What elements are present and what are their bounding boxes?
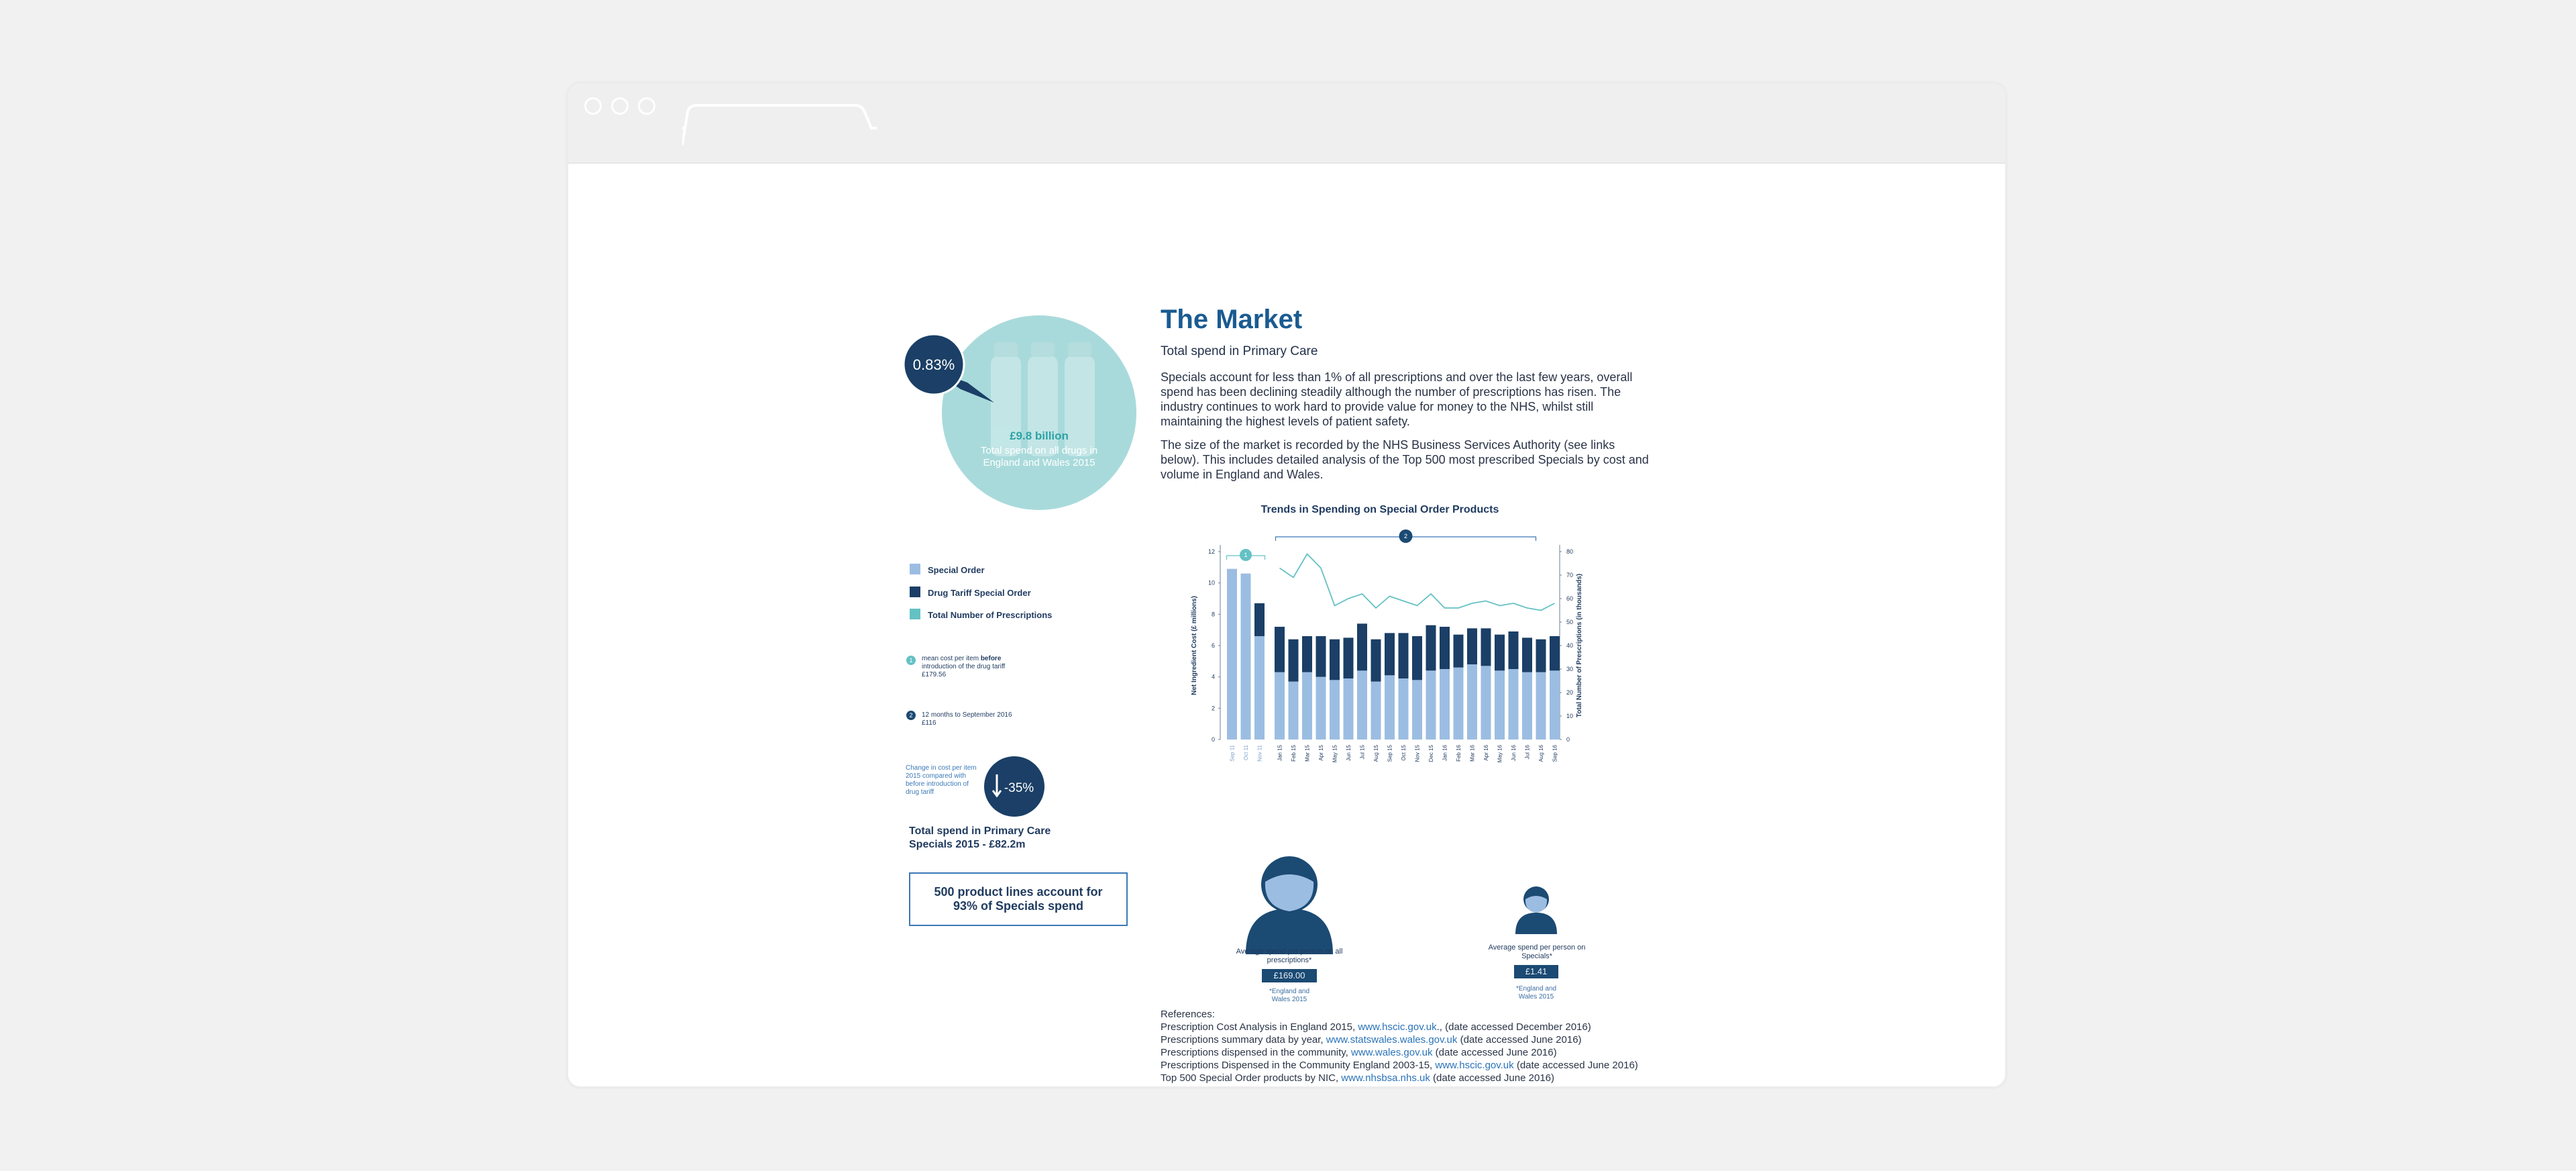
bar-drug-tariff	[1495, 635, 1505, 671]
y2-axis-label: Total Number of Prescriptions (in thousands)	[1576, 573, 1583, 718]
y2-tick-label: 20	[1566, 689, 1574, 696]
x-tick-label: Oct 15	[1401, 745, 1407, 761]
bar-drug-tariff	[1412, 636, 1422, 680]
x-tick-label: Nov 11	[1256, 745, 1263, 762]
browser-window	[566, 81, 2008, 1089]
bar-special-order	[1536, 672, 1546, 740]
window-control-maximize-icon[interactable]	[638, 97, 655, 115]
right-person-note: *England and Wales 2015	[1515, 985, 1557, 1001]
note2-value: £116	[922, 719, 936, 727]
legend-swatch	[910, 609, 920, 619]
x-tick-label: Jan 15	[1277, 745, 1283, 762]
bar-drug-tariff	[1275, 627, 1285, 672]
y2-tick-label: 50	[1566, 619, 1574, 625]
reference-line: Prescriptions dispensed in the community, www.wales.gov.uk (date accessed June 2016)	[1161, 1047, 1557, 1058]
bar-special-order	[1440, 669, 1450, 740]
x-tick-label: May 16	[1497, 745, 1503, 763]
bar-special-order	[1385, 675, 1395, 740]
y-tick-label: 2	[1211, 705, 1215, 712]
bar-special-order	[1241, 574, 1251, 740]
bar-special-order	[1344, 678, 1354, 740]
drugs-bubble-infographic	[900, 315, 1142, 517]
bar-special-order	[1275, 672, 1285, 740]
x-tick-label: May 15	[1332, 745, 1338, 763]
bar-special-order	[1412, 680, 1422, 740]
right-person-caption: Average spend per person on Specials*	[1488, 944, 1586, 960]
page-subtitle: Total spend in Primary Care	[1161, 344, 1318, 358]
x-tick-label: Jul 16	[1524, 745, 1531, 760]
bar-drug-tariff	[1357, 623, 1367, 670]
bar-drug-tariff	[1371, 640, 1381, 682]
bar-special-order	[1495, 670, 1505, 740]
y2-tick-label: 30	[1566, 666, 1574, 672]
reference-line: Top 500 Special Order products by NIC, www.nhsbsa.nhs.uk (date accessed June 2016)	[1161, 1072, 1554, 1084]
x-tick-label: Jul 15	[1359, 745, 1366, 760]
bar-drug-tariff	[1536, 640, 1546, 672]
x-tick-label: Jun 15	[1346, 745, 1352, 762]
note2-text: 12 months to September 2016 £116	[922, 711, 1012, 727]
bar-special-order	[1550, 670, 1560, 740]
intro-paragraph: Specials account for less than 1% of all prescriptions and over the last few years, overall spend has been declining steadily although the number of prescriptions has risen. The industry continues to work hard to provide value for money to the NHS, whilst still maintaining the highest levels of patient safety.	[1161, 370, 1633, 428]
bar-special-order	[1302, 672, 1312, 740]
x-tick-label: Dec 15	[1428, 745, 1434, 762]
page-title: The Market	[1161, 305, 1303, 334]
change-bubble	[982, 754, 1046, 819]
y2-tick-label: 60	[1566, 595, 1574, 602]
x-tick-label: Apr 15	[1318, 745, 1324, 761]
y2-tick-label: 70	[1566, 572, 1574, 578]
page-content	[568, 162, 2005, 1089]
bar-special-order	[1330, 680, 1340, 740]
bar-special-order	[1509, 669, 1519, 740]
bar-special-order	[1467, 664, 1477, 740]
references-heading: References:	[1161, 1009, 1215, 1020]
y2-tick-label: 0	[1566, 736, 1570, 743]
bar-drug-tariff	[1302, 636, 1312, 672]
x-tick-label: Sep 11	[1229, 745, 1236, 762]
x-tick-label: Feb 16	[1456, 745, 1462, 762]
x-tick-label: Jan 16	[1442, 745, 1448, 762]
total-drugs-value: £9.8 billion	[1010, 429, 1069, 442]
bar-drug-tariff	[1440, 627, 1450, 669]
reference-link[interactable]: www.statswales.wales.gov.uk	[1326, 1034, 1458, 1046]
bar-drug-tariff	[1454, 635, 1464, 668]
bar-special-order	[1426, 670, 1436, 740]
bar-special-order	[1399, 678, 1409, 740]
chart-title: Trends in Spending on Special Order Products	[1260, 504, 1499, 515]
bar-special-order	[1371, 682, 1381, 740]
note2-marker-icon	[906, 710, 916, 721]
window-control-close-icon[interactable]	[584, 97, 602, 115]
marker-2-label: 2	[1403, 533, 1408, 540]
person-small-icon	[1514, 886, 1558, 934]
x-tick-label: Apr 16	[1483, 745, 1489, 761]
bar-drug-tariff	[1550, 636, 1560, 670]
prescriptions-line	[1280, 554, 1555, 611]
x-tick-label: Sep 15	[1387, 745, 1393, 762]
reference-link[interactable]: www.hscic.gov.uk	[1435, 1060, 1514, 1071]
person-large-icon	[1242, 854, 1336, 954]
bar-special-order	[1522, 672, 1532, 740]
bar-special-order	[1254, 636, 1265, 740]
y2-tick-label: 10	[1566, 713, 1574, 719]
svg-text:-35%: -35%	[1004, 781, 1034, 795]
marker-1-label: 1	[1244, 552, 1248, 558]
y2-tick-label: 80	[1566, 548, 1574, 555]
x-tick-label: Mar 15	[1304, 745, 1311, 762]
y-tick-label: 10	[1208, 579, 1215, 587]
legend-label: Drug Tariff Special Order	[928, 588, 1031, 598]
bar-drug-tariff	[1467, 628, 1477, 664]
y-tick-label: 6	[1211, 642, 1215, 649]
left-person-caption: Average spend per person on all prescriptions*	[1236, 948, 1343, 964]
product-lines-box: 500 product lines account for 93% of Specials spend	[909, 872, 1128, 926]
bar-special-order	[1481, 666, 1491, 740]
y-tick-label: 4	[1211, 673, 1215, 680]
bar-drug-tariff	[1289, 640, 1299, 682]
x-tick-label: Aug 15	[1373, 745, 1379, 762]
percent-text: 0.83%	[912, 356, 955, 373]
bar-special-order	[1357, 670, 1367, 740]
browser-chrome	[568, 84, 2005, 164]
bar-drug-tariff	[1481, 628, 1491, 666]
x-tick-label: Oct 11	[1243, 745, 1249, 760]
x-tick-label: Mar 16	[1469, 745, 1476, 762]
bar-special-order	[1227, 569, 1237, 740]
reference-link[interactable]: www.nhsbsa.nhs.uk	[1341, 1072, 1430, 1084]
window-control-minimize-icon[interactable]	[611, 97, 629, 115]
bar-drug-tariff	[1316, 636, 1326, 677]
legend-swatch	[910, 587, 920, 597]
x-tick-label: Feb 15	[1291, 745, 1297, 762]
y2-tick-label: 40	[1566, 642, 1574, 649]
right-person-value: £1.41	[1514, 965, 1558, 978]
bar-drug-tariff	[1385, 633, 1395, 675]
bar-drug-tariff	[1254, 603, 1265, 636]
bar-drug-tariff	[1330, 640, 1340, 680]
primary-care-title: Total spend in Primary Care Specials 2015 - £82.2m	[909, 825, 1051, 850]
spending-trends-chart	[1172, 498, 1588, 827]
bar-drug-tariff	[1344, 638, 1354, 678]
market-paragraph: The size of the market is recorded by the NHS Business Services Authority (see links below). This includes detailed analysis of the Top 500 most prescribed Specials by cost and volume in England and Wales.	[1161, 438, 1649, 481]
bar-drug-tariff	[1399, 633, 1409, 678]
change-caption: Change in cost per item 2015 compared with before introduction of drug tariff	[906, 764, 977, 796]
references	[1161, 1008, 1638, 1084]
reference-line: Prescriptions summary data by year, www.statswales.wales.gov.uk (date accessed June 2016)	[1161, 1034, 1582, 1046]
note1-value: £179.56	[922, 671, 947, 678]
x-tick-label: Nov 15	[1414, 745, 1421, 762]
y-tick-label: 12	[1208, 548, 1215, 555]
svg-text:2: 2	[909, 712, 913, 719]
browser-tab[interactable]	[682, 99, 877, 146]
note1-text: mean cost per item before introduction of the drug tariff £179.56	[922, 655, 1006, 678]
bar-special-order	[1289, 682, 1299, 740]
svg-text:1: 1	[909, 657, 913, 664]
bar-drug-tariff	[1426, 625, 1436, 671]
reference-line: Prescriptions Dispensed in the Community England 2003-15, www.hscic.gov.uk (date accessed June 2016)	[1161, 1060, 1638, 1071]
legend-label: Total Number of Prescriptions	[928, 610, 1053, 620]
y-tick-label: 8	[1211, 611, 1215, 618]
total-drugs-caption-line1: Total spend on all drugs in	[980, 445, 1098, 456]
left-person-note: *England and Wales 2015	[1269, 988, 1310, 1003]
total-drugs-caption-line2: England and Wales 2015	[983, 457, 1095, 468]
legend-label: Special Order	[928, 565, 985, 575]
x-tick-label: Aug 16	[1538, 745, 1544, 762]
note1-marker-icon	[906, 655, 916, 666]
bar-drug-tariff	[1522, 638, 1532, 672]
bar-special-order	[1316, 677, 1326, 740]
y-tick-label: 0	[1211, 736, 1215, 743]
bar-drug-tariff	[1509, 631, 1519, 669]
reference-line: Prescription Cost Analysis in England 2015, www.hscic.gov.uk., (date accessed December 2016)	[1161, 1021, 1591, 1033]
reference-link[interactable]: www.wales.gov.uk	[1351, 1047, 1433, 1058]
x-tick-label: Jun 16	[1511, 745, 1517, 762]
legend-swatch	[910, 564, 920, 574]
y-axis-label: Net Ingredient Cost (£ millions)	[1191, 596, 1198, 695]
x-tick-label: Sep 16	[1552, 745, 1558, 762]
reference-link[interactable]: www.hscic.gov.uk	[1358, 1021, 1437, 1033]
left-person-value: £169.00	[1262, 969, 1317, 982]
bar-special-order	[1454, 668, 1464, 740]
